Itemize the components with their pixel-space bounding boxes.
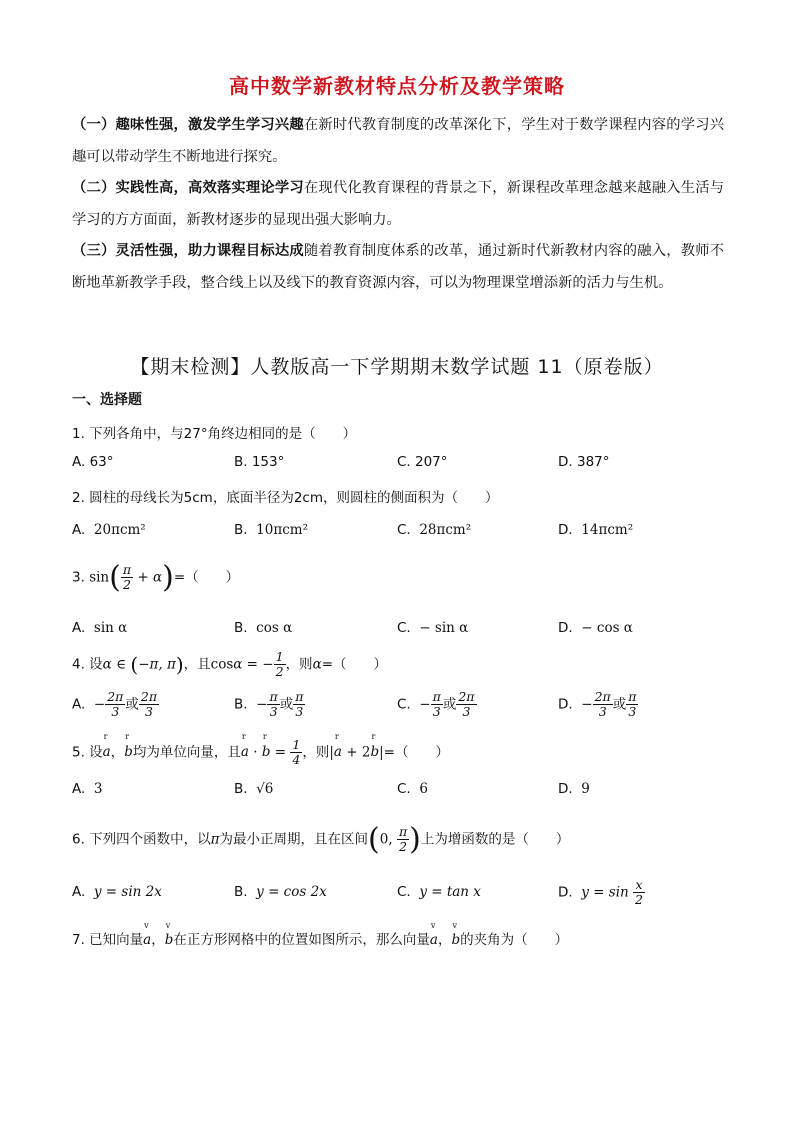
question-2: 2. 圆柱的母线长为5cm，底面半径为2cm，则圆柱的侧面积为（ ） — [72, 490, 499, 506]
q6-option-d: D. y = sin $\frac{x}{2}$ — [558, 877, 643, 907]
q5-option-b: B. √6 — [234, 781, 274, 797]
q6-option-b: B. y = cos 2x — [234, 884, 327, 900]
q2-option-b: B. 10πcm² — [234, 522, 308, 538]
intro-paragraph-3 — [72, 236, 724, 299]
q1-option-d: D. 387° — [558, 454, 610, 470]
q5-option-a: A. 3 — [72, 781, 103, 797]
intro-paragraph-1 — [72, 110, 724, 173]
question-6: 6. 下列四个函数中，以π为最小正周期，且在区间(0, $\frac{\pi}{2}$ )上为增函数的是（ ） — [72, 822, 570, 857]
question-5: 5. 设r a，r b均为单位向量，且r a · r b = $\frac{1}{4}$ ，则|r a + 2r b|=（ ） — [72, 738, 449, 767]
question-7: 7. 已知向量v a，v b在正方形网格中的位置如图所示，那么向量v a，v b的夹角为（ ） — [72, 928, 568, 948]
q3-option-b: B. cos α — [234, 620, 293, 636]
q5-option-d: D. 9 — [558, 781, 590, 797]
q4-option-a: A. − $\frac{2\pi}{3}$ 或 $\frac{2\pi}{3}$ — [72, 689, 158, 719]
q1-option-c: C. 207° — [397, 454, 448, 470]
intro-text-2: 在现代化教育课程的背景之下，新课程改革理念越来越融入生活与学习的方方面面，新教材逐步的显现出强大影响力。 — [72, 180, 724, 228]
q3-option-c: C. − sin α — [397, 620, 469, 636]
exam-title: 【期末检测】人教版高一下学期期末数学试题 11（原卷版） — [130, 356, 664, 378]
q1-option-a: A. 63° — [72, 454, 114, 470]
q1-option-b: B. 153° — [234, 454, 285, 470]
q3-option-d: D. − cos α — [558, 620, 633, 636]
q2-option-c: C. 28πcm² — [397, 522, 472, 538]
q2-option-d: D. 14πcm² — [558, 522, 634, 538]
q6-option-c: C. y = tan x — [397, 884, 481, 900]
q2-option-a: A. 20πcm² — [72, 522, 146, 538]
intro-text-3: 随着教育制度体系的改革，通过新时代新教材内容的融入，教师不断地革新教学手段，整合线上以及线下的教育资源内容，可以为物理课堂增添新的活力与生机。 — [72, 243, 724, 291]
q4-option-b: B. − $\frac{\pi}{3}$ 或 $\frac{\pi}{3}$ — [234, 689, 304, 719]
intro-heading-3: （三）灵活性强，助力课程目标达成 — [72, 243, 304, 259]
intro-heading-1: （一）趣味性强，激发学生学习兴趣 — [72, 117, 304, 133]
q5-option-c: C. 6 — [397, 781, 428, 797]
section-heading: 一、选择题 — [72, 392, 142, 408]
q4-option-c: C. − $\frac{\pi}{3}$ 或 $\frac{2\pi}{3}$ — [397, 689, 475, 719]
q3-option-a: A. sin α — [72, 620, 128, 636]
page-title: 高中数学新教材特点分析及教学策略 — [229, 74, 565, 98]
question-1: 1. 下列各角中，与27°角终边相同的是（ ） — [72, 426, 357, 442]
intro-text-1: 在新时代教育制度的改革深化下，学生对于数学课程内容的学习兴趣可以带动学生不断地进行探究。 — [72, 117, 724, 165]
q4-option-d: D. − $\frac{2\pi}{3}$ 或 $\frac{\pi}{3}$ — [558, 689, 637, 719]
q6-option-a: A. y = sin 2x — [72, 884, 162, 900]
question-3: 3. sin( $\frac{\pi}{2}$ + α)=（ ） — [72, 560, 240, 595]
question-4: 4. 设α ∈ (−π, π)，且cosα = − $\frac{1}{2}$ ，则α=（ ） — [72, 649, 387, 679]
intro-heading-2: （二）实践性高，高效落实理论学习 — [72, 180, 304, 196]
intro-paragraph-2 — [72, 173, 724, 236]
